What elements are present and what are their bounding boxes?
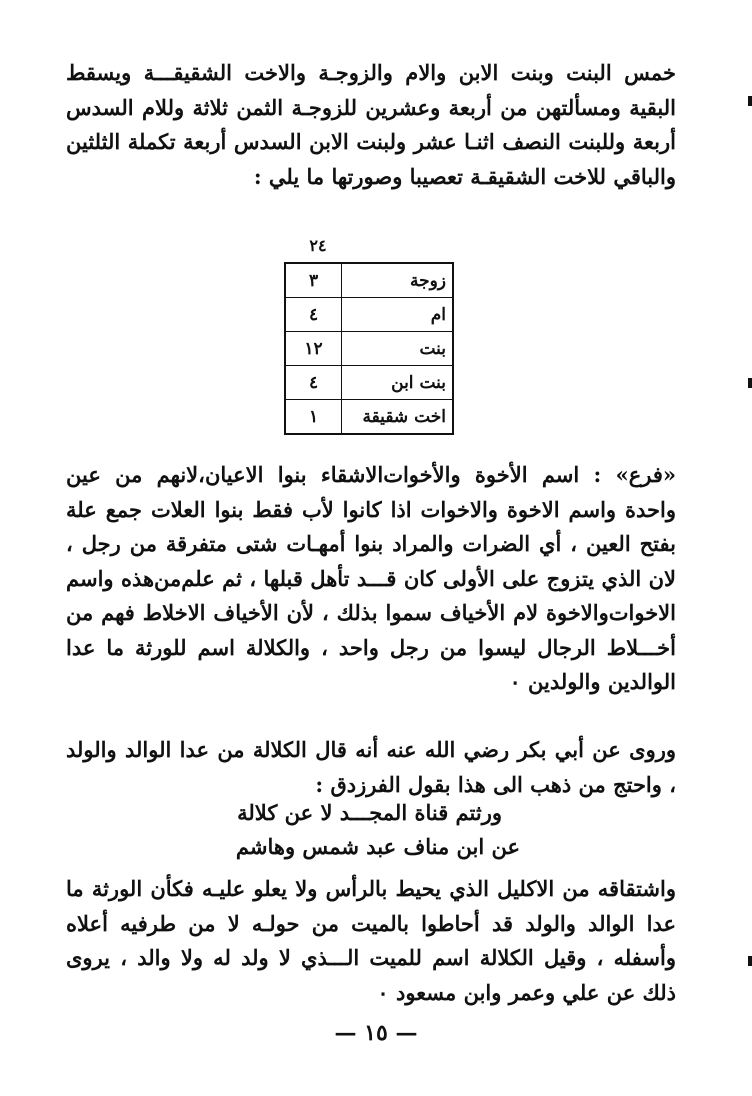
heir-cell: اخت شقيقة [342, 400, 453, 435]
heir-cell: بنت [342, 332, 453, 366]
margin-tick [748, 378, 752, 388]
table-row [285, 366, 453, 400]
heir-cell: زوجة [342, 263, 453, 298]
paragraph-branch-siblings: «فرع» : اسم الأخوة والأخوات‌الاشقاء بنوا الاعيان،لانهم من عين واحدة واسم الاخوة والاخوات اذا كانوا لأب فقط بنوا العلات جمع علة بفتح العين ، أي الضرات والمراد بنوا أمهـات شتى متفرقة من رجل ، لان الذي يتزوج على الأولى كان قـــد تأهل قبلها ، ثم علم‌من‌هذه واسم الاخوات‌والاخوة لام الأخياف سموا بذلك ، لأن الأخياف الاخلاط فهم من أخـــلاط الرجال ليسوا من رجل واحد ، والكلالة اسم للورثة ما عدا الوالدين والولدين ٠ [66, 462, 676, 694]
heir-cell: ام [342, 298, 453, 332]
table-row [285, 263, 453, 298]
table-row [285, 332, 453, 366]
paragraph-inheritance-case: خمس البنت وبنت الابن والام والزوجـة والاخت الشقيقـــة ويسقط البقية ومسألتهن من أربعة وعشرين للزوجـة الثمن ثلاثة وللام السدس أربعة وللبنت النصف اثنـا عشر ولبنت الابن السدس أربعة تكملة الثلثين والباقي للاخت الشقيقـة تعصيبا وصورتها ما يلي : [66, 60, 676, 189]
table-total-base: ٢٤ [309, 236, 327, 255]
paragraph-abu-bakr: وروى عن أبي بكر رضي الله عنه أنه قال الكلالة من عدا الوالد والولد ، واحتج من ذهب الى هذا بقول الفرزدق : [66, 737, 676, 797]
margin-tick [748, 96, 752, 106]
inheritance-table [284, 262, 454, 435]
table-row [285, 298, 453, 332]
share-cell: ١ [285, 400, 342, 435]
table-row [285, 400, 453, 435]
verse-line-2: عن ابن مناف عبد شمس وهاشم [235, 834, 520, 859]
share-cell: ٣ [285, 263, 342, 298]
share-cell: ٤ [285, 298, 342, 332]
verse-line-1: ورثتم قناة المجـــد لا عن كلالة [237, 800, 502, 825]
paragraph-etymology: واشتقاقه من الاكليل الذي يحيط بالرأس ولا يعلو عليـه فكأن الورثة ما عدا الوالد والولد قد أحاطوا بالميت من حولـه لا من طرفيه أعلاه وأسفله ، وقيل الكلالة اسم للميت الـــذي لا ولد له ولا والد ، يروى ذلك عن علي وعمر وابن مسعود ٠ [66, 876, 676, 1005]
heir-cell: بنت ابن [342, 366, 453, 400]
page-number: — ١٥ — [334, 1020, 418, 1046]
share-cell: ١٢ [285, 332, 342, 366]
share-cell: ٤ [285, 366, 342, 400]
margin-tick [748, 956, 752, 966]
